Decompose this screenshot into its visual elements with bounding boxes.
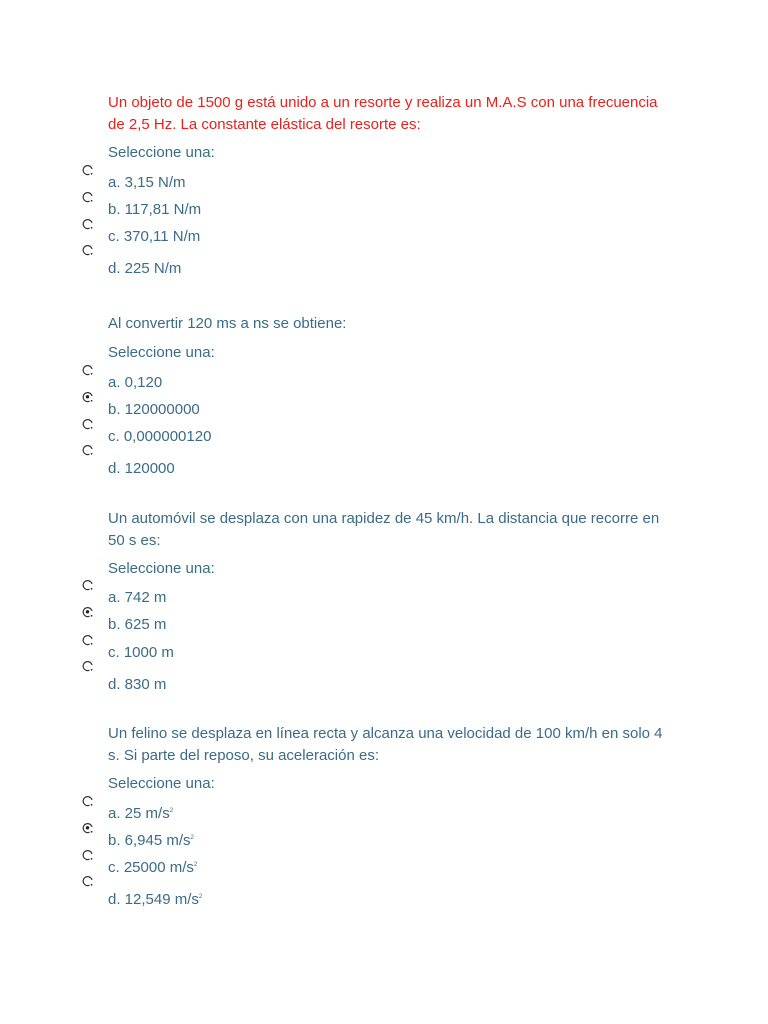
radio-button-icon[interactable] (82, 218, 92, 228)
radio-button-icon[interactable] (82, 164, 92, 174)
question-1-text-line-2: de 2,5 Hz. La constante elástica del resorte es: (108, 116, 421, 133)
question-1-text-line-1: Un objeto de 1500 g está unido a un resorte y realiza un M.A.S con una frecuencia (108, 94, 658, 111)
option-label: d. 830 m (108, 675, 167, 693)
question-2 (108, 313, 668, 477)
radio-button-icon[interactable] (82, 660, 92, 670)
question-1 (108, 92, 668, 277)
superscript-exponent: 2 (169, 807, 174, 814)
option-label: a. 0,120 (108, 373, 163, 391)
option-text: a. 25 m/s (108, 804, 170, 822)
question-4-text-line-1: Un felino se desplaza en línea recta y alcanza una velocidad de 100 km/h en solo 4 (108, 725, 663, 742)
superscript-exponent: 2 (198, 893, 203, 900)
option-label: a. 3,15 N/m (108, 173, 186, 191)
question-3-text-line-2: 50 s es: (108, 532, 161, 549)
radio-button-icon[interactable] (82, 391, 92, 401)
radio-button-icon[interactable] (82, 244, 92, 254)
superscript-exponent: 2 (190, 834, 194, 841)
radio-button-icon[interactable] (82, 606, 92, 616)
radio-button-icon[interactable] (82, 364, 92, 374)
radio-button-icon[interactable] (82, 191, 92, 201)
question-3-prompt: Seleccione una: (108, 560, 215, 577)
radio-button-icon[interactable] (82, 875, 92, 885)
option-label (108, 891, 202, 908)
option-label: b. 625 m (108, 615, 167, 633)
option-label: b. 120000000 (108, 400, 200, 418)
option-label: c. 370,11 N/m (108, 227, 201, 245)
option-label: c. 0,000000120 (108, 427, 212, 445)
radio-button-icon[interactable] (82, 444, 92, 454)
option-label: d. 120000 (108, 459, 175, 477)
option-label: c. 1000 m (108, 643, 174, 661)
question-3-text-line-1: Un automóvil se desplaza con una rapidez de 45 km/h. La distancia que recorre en (108, 510, 660, 527)
option-label (108, 859, 197, 876)
option-label (108, 805, 173, 822)
radio-button-icon[interactable] (82, 795, 92, 805)
question-1-prompt: Seleccione una: (108, 144, 215, 161)
question-3 (108, 508, 668, 693)
question-2-prompt: Seleccione una: (108, 344, 215, 361)
question-4-prompt: Seleccione una: (108, 775, 215, 792)
question-4 (108, 723, 668, 908)
question-4-text-line-2: s. Si parte del reposo, su aceleración es: (108, 747, 379, 764)
option-text: d. 12,549 m/s (108, 890, 199, 908)
option-label: d. 225 N/m (108, 259, 182, 277)
radio-button-icon[interactable] (82, 822, 92, 832)
radio-button-icon[interactable] (82, 579, 92, 589)
question-2-text-line-1: Al convertir 120 ms a ns se obtiene: (108, 315, 347, 332)
option-text: c. 25000 m/s (108, 858, 194, 876)
option-label: a. 742 m (108, 588, 167, 606)
radio-button-icon[interactable] (82, 634, 92, 644)
option-label: b. 117,81 N/m (108, 200, 202, 218)
superscript-exponent: 2 (193, 861, 198, 868)
radio-button-icon[interactable] (82, 849, 92, 859)
option-label (108, 832, 194, 849)
radio-button-icon[interactable] (82, 418, 92, 428)
option-text: b. 6,945 m/s (108, 831, 191, 849)
